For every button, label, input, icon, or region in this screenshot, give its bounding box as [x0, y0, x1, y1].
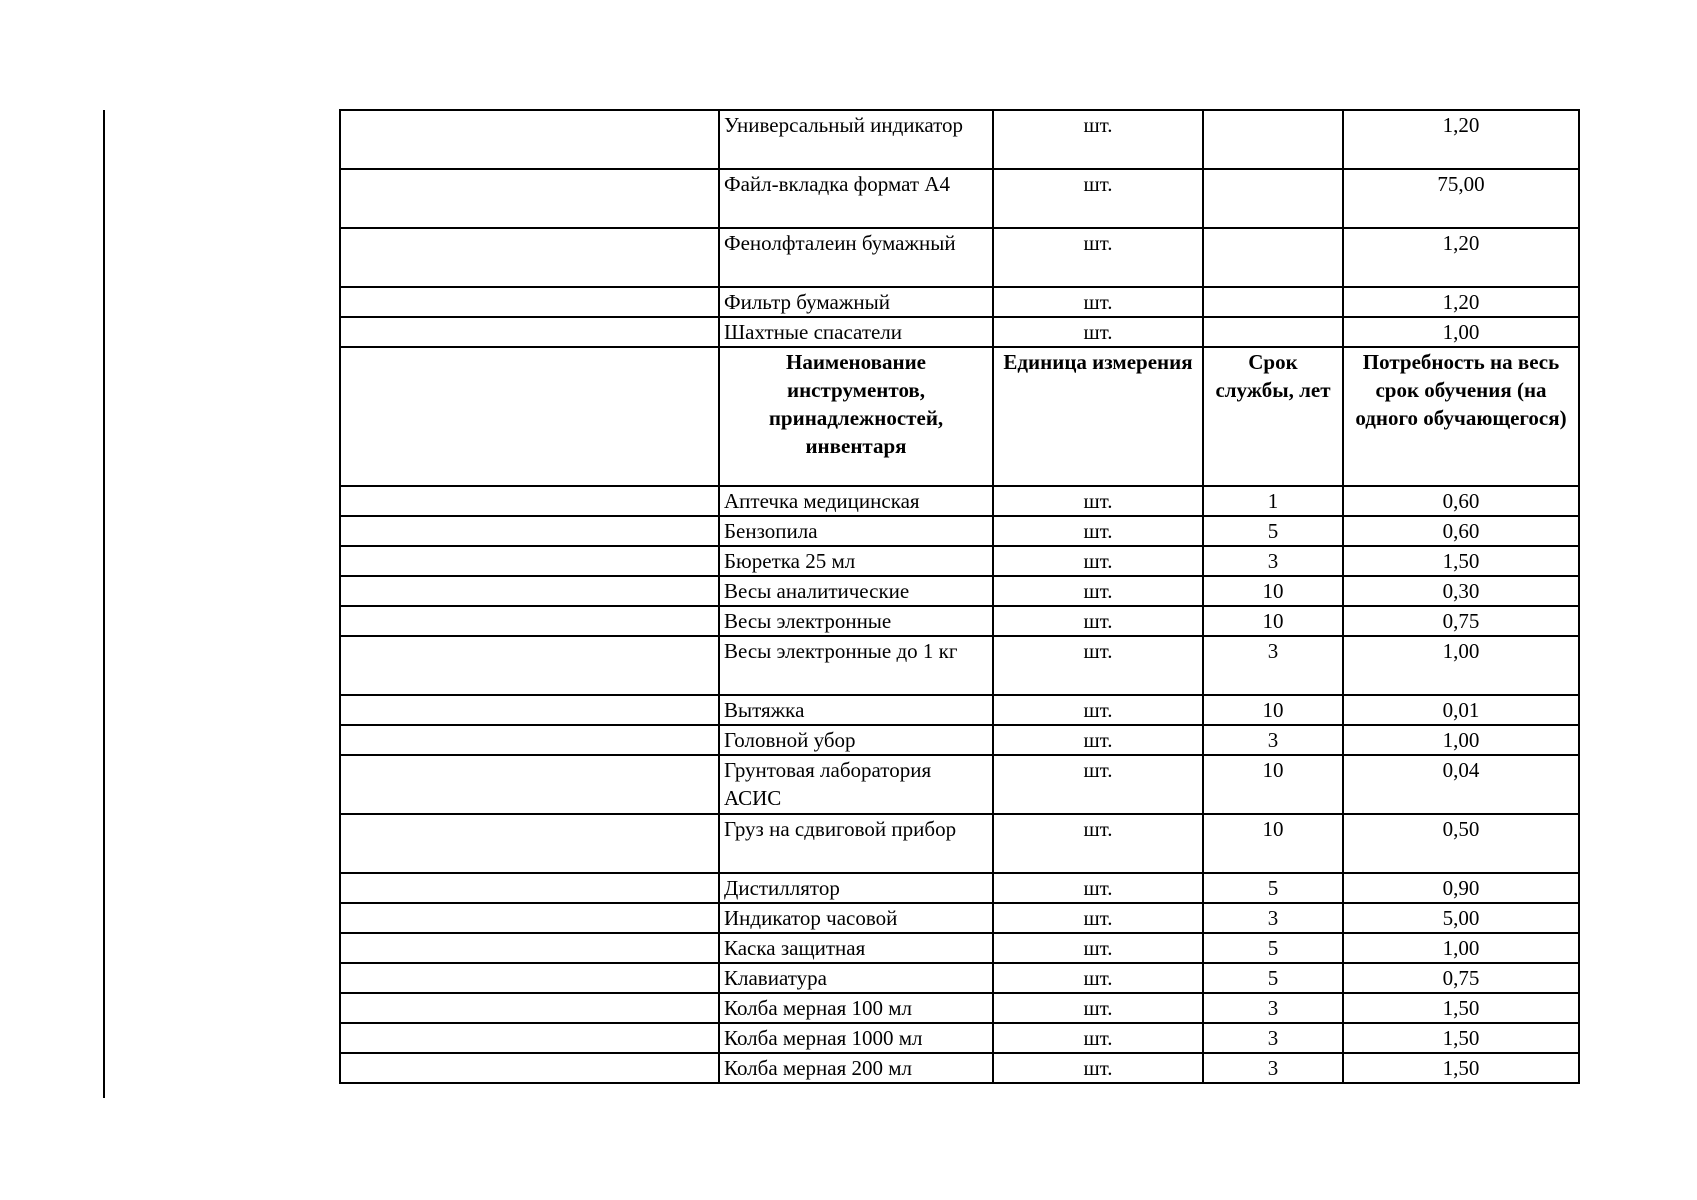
item-name-cell: Вытяжка — [719, 695, 993, 725]
unit-cell: шт. — [993, 636, 1203, 695]
empty-cell — [340, 606, 719, 636]
left-margin-rule — [103, 110, 105, 1098]
item-name-cell: Бюретка 25 мл — [719, 546, 993, 576]
requirement-cell: 1,20 — [1343, 287, 1579, 317]
table-row — [340, 1053, 1579, 1083]
empty-cell — [340, 287, 719, 317]
requirement-cell: 1,50 — [1343, 993, 1579, 1023]
service-life-cell: 5 — [1203, 516, 1343, 546]
requirement-cell: 1,50 — [1343, 546, 1579, 576]
equipment-table — [339, 109, 1580, 1084]
service-life-cell: 3 — [1203, 903, 1343, 933]
service-life-cell: 5 — [1203, 873, 1343, 903]
unit-cell: шт. — [993, 903, 1203, 933]
unit-cell: шт. — [993, 755, 1203, 814]
item-name-cell: Колба мерная 1000 мл — [719, 1023, 993, 1053]
item-name-cell: Грунтовая лаборатория АСИС — [719, 755, 993, 814]
service-life-cell: 3 — [1203, 636, 1343, 695]
requirement-cell: 1,20 — [1343, 110, 1579, 169]
unit-cell: шт. — [993, 287, 1203, 317]
empty-cell — [340, 725, 719, 755]
table-row — [340, 169, 1579, 228]
unit-cell: шт. — [993, 169, 1203, 228]
empty-cell — [340, 695, 719, 725]
empty-cell — [340, 347, 719, 486]
table-row — [340, 963, 1579, 993]
table-row — [340, 546, 1579, 576]
table-row — [340, 516, 1579, 546]
item-name-cell: Бензопила — [719, 516, 993, 546]
equipment-table-body — [340, 110, 1579, 1083]
service-life-cell: 5 — [1203, 933, 1343, 963]
requirement-cell: 0,30 — [1343, 576, 1579, 606]
unit-cell: шт. — [993, 576, 1203, 606]
unit-cell: шт. — [993, 317, 1203, 347]
requirement-cell: 0,04 — [1343, 755, 1579, 814]
requirement-cell: 1,50 — [1343, 1053, 1579, 1083]
requirement-cell: 1,00 — [1343, 933, 1579, 963]
table-row — [340, 725, 1579, 755]
service-life-cell — [1203, 228, 1343, 287]
service-life-cell: 10 — [1203, 606, 1343, 636]
table-row — [340, 606, 1579, 636]
item-name-cell: Колба мерная 200 мл — [719, 1053, 993, 1083]
item-name-cell: Клавиатура — [719, 963, 993, 993]
requirement-cell: 0,75 — [1343, 606, 1579, 636]
empty-cell — [340, 814, 719, 873]
unit-cell: шт. — [993, 606, 1203, 636]
table-row — [340, 287, 1579, 317]
requirement-cell: 1,50 — [1343, 1023, 1579, 1053]
empty-cell — [340, 903, 719, 933]
table-row — [340, 933, 1579, 963]
item-name-cell: Каска защитная — [719, 933, 993, 963]
item-name-cell: Колба мерная 100 мл — [719, 993, 993, 1023]
table-row — [340, 1023, 1579, 1053]
empty-cell — [340, 933, 719, 963]
item-name-cell: Головной убор — [719, 725, 993, 755]
unit-cell: шт. — [993, 1023, 1203, 1053]
unit-cell: шт. — [993, 963, 1203, 993]
unit-cell: шт. — [993, 110, 1203, 169]
empty-cell — [340, 636, 719, 695]
unit-cell: шт. — [993, 933, 1203, 963]
unit-cell: шт. — [993, 228, 1203, 287]
empty-cell — [340, 1053, 719, 1083]
empty-cell — [340, 317, 719, 347]
service-life-cell: 3 — [1203, 993, 1343, 1023]
item-name-cell: Универсальный индикатор — [719, 110, 993, 169]
table-row — [340, 228, 1579, 287]
unit-cell: шт. — [993, 814, 1203, 873]
empty-cell — [340, 516, 719, 546]
item-name-cell: Груз на сдвиговой прибор — [719, 814, 993, 873]
unit-cell: шт. — [993, 546, 1203, 576]
header-unit: Единица измерения — [993, 347, 1203, 486]
empty-cell — [340, 546, 719, 576]
table-row — [340, 110, 1579, 169]
service-life-cell: 3 — [1203, 546, 1343, 576]
service-life-cell: 10 — [1203, 576, 1343, 606]
requirement-cell: 0,50 — [1343, 814, 1579, 873]
requirement-cell: 1,00 — [1343, 725, 1579, 755]
requirement-cell: 0,60 — [1343, 486, 1579, 516]
service-life-cell — [1203, 317, 1343, 347]
header-item-name: Наименование инструментов, принадлежностей, инвентаря — [719, 347, 993, 486]
table-row — [340, 695, 1579, 725]
requirement-cell: 75,00 — [1343, 169, 1579, 228]
item-name-cell: Индикатор часовой — [719, 903, 993, 933]
empty-cell — [340, 755, 719, 814]
item-name-cell: Весы электронные до 1 кг — [719, 636, 993, 695]
unit-cell: шт. — [993, 873, 1203, 903]
table-row — [340, 873, 1579, 903]
service-life-cell — [1203, 169, 1343, 228]
table-row — [340, 317, 1579, 347]
empty-cell — [340, 169, 719, 228]
unit-cell: шт. — [993, 516, 1203, 546]
unit-cell: шт. — [993, 695, 1203, 725]
item-name-cell: Весы аналитические — [719, 576, 993, 606]
item-name-cell: Аптечка медицинская — [719, 486, 993, 516]
requirement-cell: 0,01 — [1343, 695, 1579, 725]
header-requirement: Потребность на весь срок обучения (на одного обучающегося) — [1343, 347, 1579, 486]
table-row — [340, 903, 1579, 933]
empty-cell — [340, 576, 719, 606]
table-row — [340, 814, 1579, 873]
header-service-life: Срок службы, лет — [1203, 347, 1343, 486]
requirement-cell: 1,20 — [1343, 228, 1579, 287]
service-life-cell: 1 — [1203, 486, 1343, 516]
empty-cell — [340, 110, 719, 169]
empty-cell — [340, 1023, 719, 1053]
requirement-cell: 1,00 — [1343, 317, 1579, 347]
unit-cell: шт. — [993, 1053, 1203, 1083]
service-life-cell: 10 — [1203, 695, 1343, 725]
service-life-cell: 10 — [1203, 755, 1343, 814]
item-name-cell: Шахтные спасатели — [719, 317, 993, 347]
service-life-cell: 10 — [1203, 814, 1343, 873]
item-name-cell: Фенолфталеин бумажный — [719, 228, 993, 287]
table-row — [340, 993, 1579, 1023]
empty-cell — [340, 873, 719, 903]
item-name-cell: Дистиллятор — [719, 873, 993, 903]
requirement-cell: 0,90 — [1343, 873, 1579, 903]
service-life-cell — [1203, 110, 1343, 169]
unit-cell: шт. — [993, 486, 1203, 516]
service-life-cell: 5 — [1203, 963, 1343, 993]
empty-cell — [340, 228, 719, 287]
table-header-row — [340, 347, 1579, 486]
requirement-cell: 0,60 — [1343, 516, 1579, 546]
service-life-cell: 3 — [1203, 1053, 1343, 1083]
table-row — [340, 576, 1579, 606]
table-row — [340, 486, 1579, 516]
item-name-cell: Файл-вкладка формат А4 — [719, 169, 993, 228]
table-row — [340, 636, 1579, 695]
service-life-cell — [1203, 287, 1343, 317]
service-life-cell: 3 — [1203, 1023, 1343, 1053]
service-life-cell: 3 — [1203, 725, 1343, 755]
item-name-cell: Фильтр бумажный — [719, 287, 993, 317]
unit-cell: шт. — [993, 993, 1203, 1023]
empty-cell — [340, 486, 719, 516]
empty-cell — [340, 963, 719, 993]
unit-cell: шт. — [993, 725, 1203, 755]
requirement-cell: 0,75 — [1343, 963, 1579, 993]
requirement-cell: 5,00 — [1343, 903, 1579, 933]
table-row — [340, 755, 1579, 814]
item-name-cell: Весы электронные — [719, 606, 993, 636]
empty-cell — [340, 993, 719, 1023]
requirement-cell: 1,00 — [1343, 636, 1579, 695]
